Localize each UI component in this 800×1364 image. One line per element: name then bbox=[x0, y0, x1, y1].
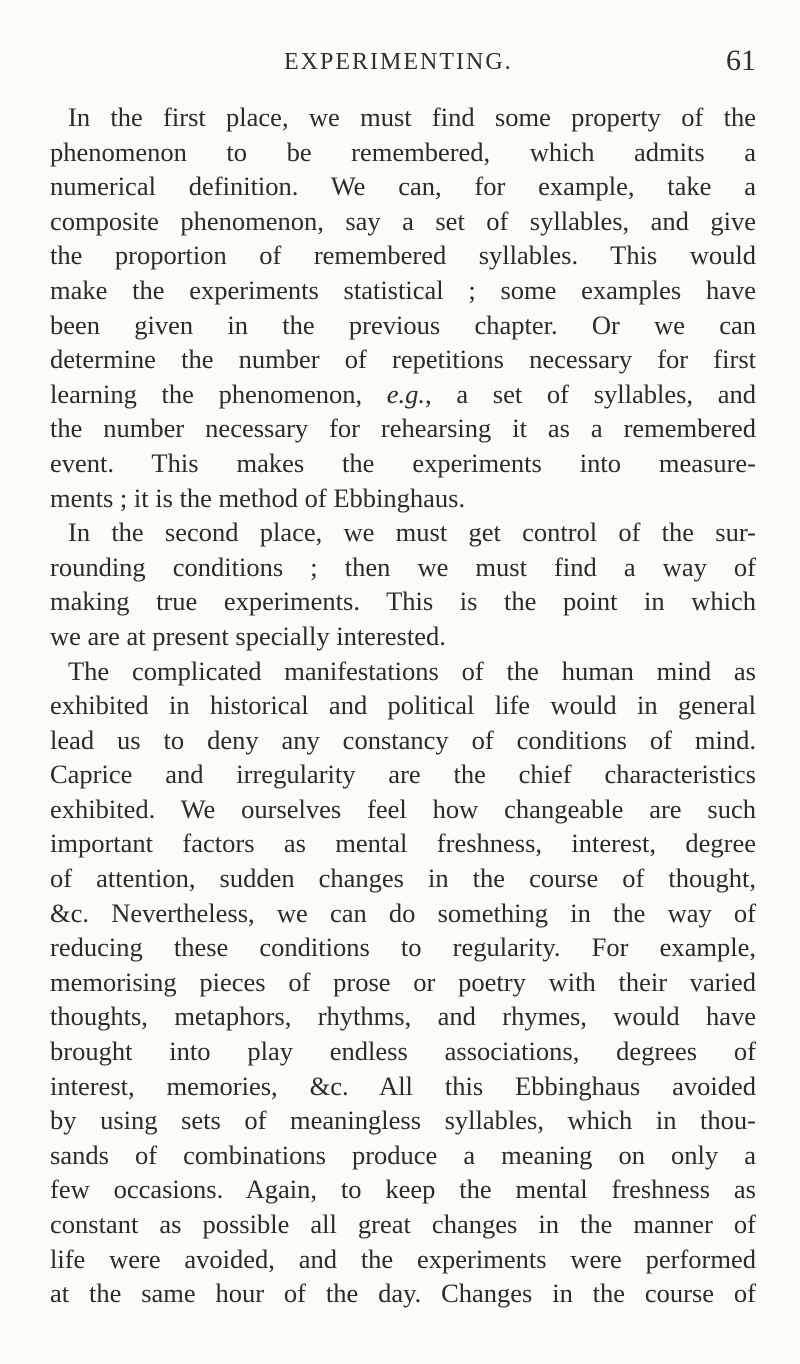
text-line: rounding conditions ; then we must find a way of bbox=[50, 551, 756, 582]
running-title: EXPERIMENTING. bbox=[284, 49, 513, 75]
text-line: constant as possible all great changes in the manner of bbox=[50, 1209, 756, 1239]
text-line: interest, memories, &c. All this Ebbinghaus avoided bbox=[50, 1070, 756, 1101]
text-line: making true experiments. This is the point in which bbox=[50, 586, 756, 617]
text-line: sands of combinations produce a meaning on only a bbox=[50, 1139, 756, 1170]
text-line: brought into play endless associations, degrees of bbox=[50, 1036, 756, 1067]
text-line: life were avoided, and the experiments were performed bbox=[50, 1243, 756, 1274]
text-line: In the second place, we must get control of the sur- bbox=[68, 517, 756, 548]
text-line: we are at present specially interested. bbox=[50, 620, 446, 651]
text-line: thoughts, metaphors, rhythms, and rhymes, would have bbox=[50, 1001, 756, 1032]
text-line: In the first place, we must find some property of the bbox=[68, 102, 756, 132]
text-line: numerical definition. We can, for example, take a bbox=[50, 171, 756, 202]
text-line: exhibited. We ourselves feel how changeable are such bbox=[50, 793, 756, 824]
body-text bbox=[50, 100, 756, 1311]
text-line: reducing these conditions to regularity. For example, bbox=[50, 932, 756, 963]
running-head bbox=[50, 0, 756, 88]
text-line: important factors as mental freshness, interest, degree bbox=[50, 828, 756, 859]
text-line: ments ; it is the method of Ebbinghaus. bbox=[50, 482, 466, 513]
text-line: by using sets of meaningless syllables, which in thou- bbox=[50, 1105, 756, 1136]
text-line: make the experiments statistical ; some examples have bbox=[50, 274, 756, 305]
text-line: event. This makes the experiments into measure- bbox=[50, 447, 756, 478]
text-line: exhibited in historical and political life would in general bbox=[50, 690, 756, 721]
text-line: lead us to deny any constancy of conditions of mind. bbox=[50, 724, 756, 755]
text-line: determine the number of repetitions necessary for first bbox=[50, 344, 756, 375]
text-line: memorising pieces of prose or poetry with their varied bbox=[50, 966, 756, 997]
text-line: the number necessary for rehearsing it as a remembered bbox=[50, 413, 756, 444]
text-line: at the same hour of the day. Changes in the course of bbox=[50, 1278, 756, 1309]
text-line: of attention, sudden changes in the course of thought, bbox=[50, 863, 756, 894]
text-line: composite phenomenon, say a set of syllables, and give bbox=[50, 205, 756, 236]
text-line: the proportion of remembered syllables. This would bbox=[50, 240, 756, 271]
text-line: The complicated manifestations of the human mind as bbox=[68, 655, 756, 686]
page-number: 61 bbox=[726, 44, 756, 77]
book-page bbox=[50, 0, 756, 1311]
text-line: &c. Nevertheless, we can do something in the way of bbox=[50, 897, 756, 928]
text-line: learning the phenomenon, e.g., a set of syllables, and bbox=[50, 378, 756, 409]
text-line: been given in the previous chapter. Or we can bbox=[50, 309, 756, 340]
text-line: Caprice and irregularity are the chief characteristics bbox=[50, 759, 756, 790]
text-line: few occasions. Again, to keep the mental freshness as bbox=[50, 1174, 756, 1205]
text-line: phenomenon to be remembered, which admits a bbox=[50, 136, 756, 167]
